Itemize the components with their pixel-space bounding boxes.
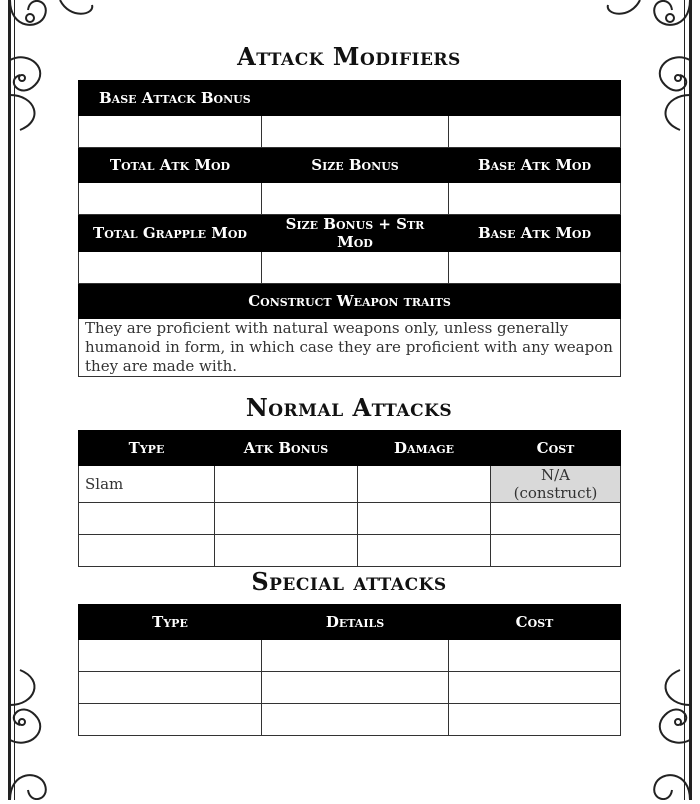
damage-cell[interactable] [358, 503, 491, 535]
total-grapple-mod-cell[interactable] [79, 252, 262, 284]
damage-cell[interactable] [358, 466, 491, 503]
cost-column-header: Cost [449, 605, 621, 640]
special-attacks-title: Special attacks [251, 567, 447, 596]
special-type-cell[interactable] [79, 704, 262, 736]
base-atk-mod-cell[interactable] [449, 183, 621, 215]
type-column-header: Type [79, 431, 215, 466]
table-row [79, 466, 621, 503]
atk-bonus-cell[interactable] [215, 535, 358, 567]
construct-weapon-traits-header: Construct Weapon traits [79, 284, 621, 319]
base-atk-mod-header: Base Atk Mod [449, 148, 621, 183]
special-type-cell[interactable] [79, 640, 262, 672]
base-atk-mod-header: Base Atk Mod [449, 215, 621, 252]
base-attack-bonus-cell[interactable] [79, 116, 262, 148]
construct-weapon-traits-text: They are proficient with natural weapons only, unless generally humanoid in form, in which case they are proficient with any weapon they are made with. [79, 319, 621, 377]
cost-cell[interactable] [491, 535, 621, 567]
total-atk-mod-header: Total Atk Mod [79, 148, 262, 183]
atk-bonus-cell[interactable] [215, 503, 358, 535]
total-grapple-mod-header: Total Grapple Mod [79, 215, 262, 252]
cost-column-header: Cost [491, 431, 621, 466]
base-attack-bonus-cell[interactable] [449, 116, 621, 148]
atk-bonus-column-header: Atk Bonus [215, 431, 358, 466]
table-row [79, 535, 621, 567]
details-cell[interactable] [262, 640, 449, 672]
special-attacks-table [78, 604, 621, 736]
damage-column-header: Damage [358, 431, 491, 466]
base-atk-mod-cell[interactable] [449, 252, 621, 284]
type-column-header: Type [79, 605, 262, 640]
cost-cell[interactable] [449, 672, 621, 704]
details-cell[interactable] [262, 704, 449, 736]
normal-attacks-table [78, 430, 621, 567]
total-atk-mod-cell[interactable] [79, 183, 262, 215]
cost-cell[interactable] [491, 503, 621, 535]
normal-attacks-title: Normal Attacks [245, 393, 453, 422]
details-cell[interactable] [262, 672, 449, 704]
base-attack-bonus-cell[interactable] [262, 116, 449, 148]
table-row [79, 672, 621, 704]
table-row [79, 503, 621, 535]
attack-type-cell[interactable] [79, 535, 215, 567]
damage-cell[interactable] [358, 535, 491, 567]
details-column-header: Details [262, 605, 449, 640]
attack-type-cell[interactable]: Slam [79, 466, 215, 503]
size-bonus-header: Size Bonus [262, 148, 449, 183]
table-row [79, 640, 621, 672]
size-bonus-str-mod-cell[interactable] [262, 252, 449, 284]
cost-cell[interactable] [449, 640, 621, 672]
cost-cell[interactable]: N/A (construct) [491, 466, 621, 503]
size-bonus-cell[interactable] [262, 183, 449, 215]
attack-modifiers-title: Attack Modifiers [237, 42, 461, 71]
table-row [79, 704, 621, 736]
attack-modifiers-table [78, 80, 621, 377]
atk-bonus-cell[interactable] [215, 466, 358, 503]
special-type-cell[interactable] [79, 672, 262, 704]
base-attack-bonus-header: Base Attack Bonus [79, 81, 621, 116]
attack-type-cell[interactable] [79, 503, 215, 535]
size-bonus-str-mod-header: Size Bonus + Str Mod [262, 215, 449, 252]
cost-cell[interactable] [449, 704, 621, 736]
